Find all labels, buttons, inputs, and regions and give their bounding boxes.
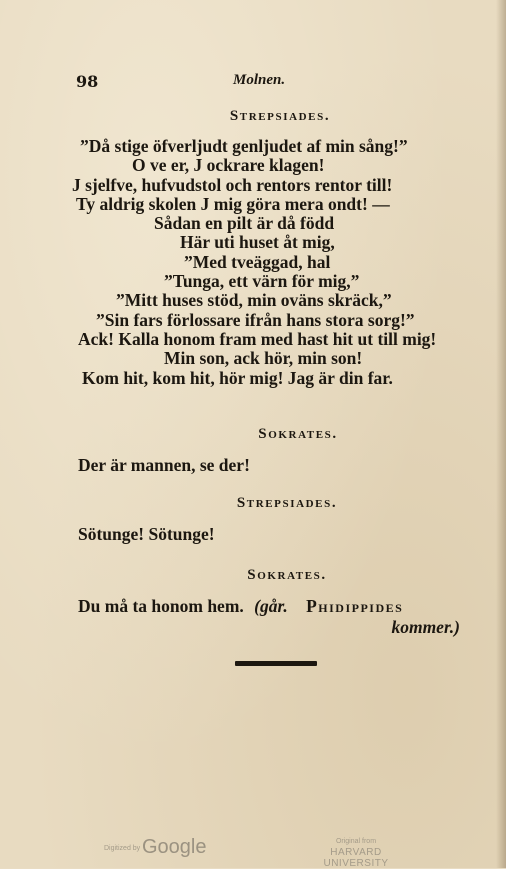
digitized-by-label: Digitized by bbox=[104, 845, 141, 852]
verse-line: Ty aldrig skolen J mig göra mera ondt! — bbox=[76, 193, 390, 214]
speech-line bbox=[72, 596, 488, 617]
speech-text: Der är mannen, se der! bbox=[78, 455, 250, 475]
original-from-label: Original from bbox=[335, 838, 377, 845]
verse-line: Sådan en pilt är då född bbox=[154, 213, 335, 234]
speech-text: Sötunge! Sötunge! bbox=[78, 524, 215, 544]
google-watermark: Google bbox=[142, 836, 207, 858]
page-number: 98 bbox=[76, 72, 99, 91]
speech-sokrates-1 bbox=[72, 426, 488, 476]
verse-line: Kom hit, kom hit, hör mig! Jag är din far. bbox=[82, 367, 393, 388]
verse-line: Här uti huset åt mig, bbox=[180, 232, 335, 253]
page-header bbox=[76, 72, 446, 94]
speech-sokrates-2 bbox=[72, 567, 488, 638]
speech-strepsiades-1 bbox=[72, 108, 488, 388]
library-name: HARVARD UNIVERSITY bbox=[323, 847, 389, 869]
verse-line: ”Mitt huses stöd, min oväns skräck,” bbox=[116, 290, 392, 311]
speaker-name: Sokrates. bbox=[247, 567, 327, 583]
verse-line: O ve er, J ockrare klagen! bbox=[132, 155, 325, 176]
verse-line: ”Med tveäggad, hal bbox=[184, 251, 331, 272]
original-from-watermark bbox=[304, 836, 408, 869]
speaker-name: Sokrates. bbox=[258, 426, 338, 442]
verse-line: J sjelfve, hufvudstol och rentors rentor till! bbox=[72, 174, 393, 195]
verse-line: Min son, ack hör, min son! bbox=[164, 348, 363, 369]
page-binding-shadow bbox=[496, 0, 506, 868]
speaker-name: Strepsiades. bbox=[229, 108, 331, 124]
stage-direction-name: Phidippides bbox=[306, 596, 404, 616]
stage-direction-open: (går. bbox=[254, 596, 288, 616]
end-rule bbox=[235, 661, 317, 666]
speech-text: Du må ta honom hem. bbox=[78, 596, 244, 616]
speaker-name: Strepsiades. bbox=[236, 495, 338, 511]
verse-line: ”Tunga, ett värn för mig,” bbox=[164, 271, 360, 292]
running-title: Molnen. bbox=[233, 72, 286, 88]
speech-strepsiades-2 bbox=[72, 495, 488, 545]
verse-line: ”Då stige öfverljudt genljudet af min sång!” bbox=[80, 136, 408, 156]
verse-line: Ack! Kalla honom fram med hast hit ut till mig! bbox=[78, 328, 437, 349]
verse-line: ”Sin fars förlossare ifrån hans stora sorg!” bbox=[96, 309, 415, 330]
stage-direction-close: kommer.) bbox=[391, 617, 460, 637]
verse-lines bbox=[72, 137, 488, 388]
